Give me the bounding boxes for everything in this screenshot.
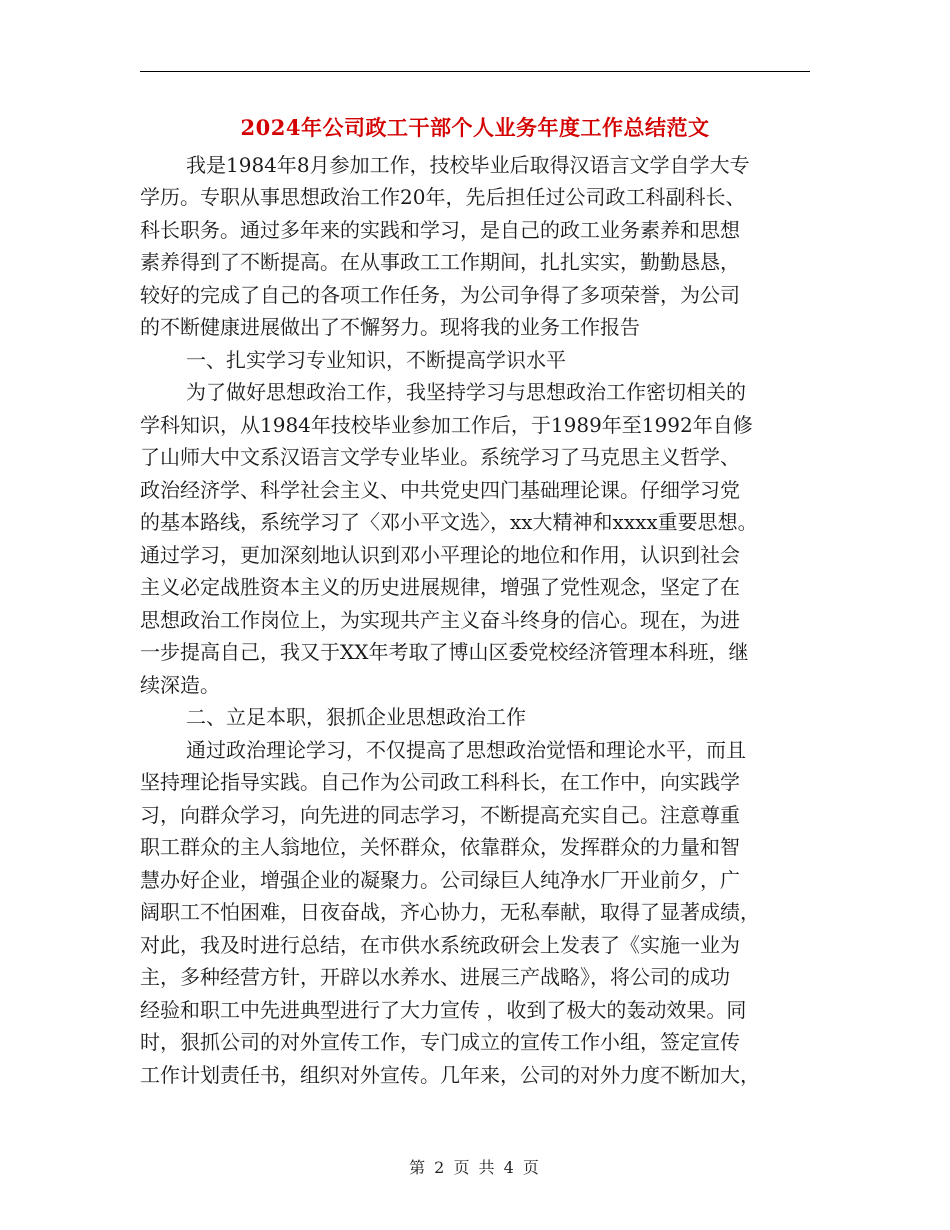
text-line: 坚持理论指导实践。自己作为公司政工科科长，在工作中，向实践学	[140, 770, 740, 794]
text-line: 的不断健康进展做出了不懈努力。现将我的业务工作报告	[140, 315, 640, 339]
text-line: 学历。专职从事思想政治工作20年，先后担任过公司政工科副科长、	[140, 185, 746, 209]
text-line: 慧办好企业，增强企业的凝聚力。公司绿巨人纯净水厂开业前夕，广	[140, 868, 740, 892]
text-line: 工作计划责任书，组织对外宣传。几年来，公司的对外力度不断加大，	[140, 1063, 760, 1087]
text-line: 学科知识，从1984年技校毕业参加工作后，于1989年至1992年自修	[140, 413, 753, 437]
text-line: 经验和职工中先进典型进行了大力宣传 ，收到了极大的轰动效果。同	[140, 998, 747, 1022]
text-line: 的基本路线，系统学习了〈邓小平文选〉，xx大精神和xxxx重要思想。	[140, 510, 758, 534]
text-line: 科长职务。通过多年来的实践和学习，是自己的政工业务素养和思想	[140, 218, 740, 242]
header-rule	[140, 71, 810, 72]
text-line: 我是1984年8月参加工作，技校毕业后取得汉语言文学自学大专	[186, 153, 750, 177]
text-line: 通过政治理论学习，不仅提高了思想政治觉悟和理论水平，而且	[186, 738, 746, 762]
text-line: 阔职工不怕困难，日夜奋战，齐心协力，无私奉献，取得了显著成绩，	[140, 900, 760, 924]
text-line: 政治经济学、科学社会主义、中共党史四门基础理论课。仔细学习党	[140, 478, 740, 502]
text-line: 续深造。	[140, 673, 220, 697]
text-line: 了山师大中文系汉语言文学专业毕业。系统学习了马克思主义哲学、	[140, 445, 740, 469]
text-line: 一步提高自己，我又于XX年考取了博山区委党校经济管理本科班，继	[140, 640, 749, 664]
text-line: 职工群众的主人翁地位，关怀群众，依靠群众，发挥群众的力量和智	[140, 835, 740, 859]
text-line: 主义必定战胜资本主义的历史进展规律，增强了党性观念，坚定了在	[140, 575, 740, 599]
page-title: 2024年公司政工干部个人业务年度工作总结范文	[240, 115, 710, 140]
page-footer: 第 2 页 共 4 页	[409, 1158, 541, 1177]
text-line: 为了做好思想政治工作，我坚持学习与思想政治工作密切相关的	[186, 380, 746, 404]
text-line: 主，多种经营方针，开辟以水养水、进展三产战略》，将公司的成功	[140, 965, 730, 989]
text-line: 较好的完成了自己的各项工作任务，为公司争得了多项荣誉，为公司	[140, 283, 740, 307]
text-line: 素养得到了不断提高。在从事政工工作期间，扎扎实实，勤勤恳恳，	[140, 250, 740, 274]
text-line: 习，向群众学习，向先进的同志学习，不断提高充实自己。注意尊重	[140, 803, 740, 827]
section-heading: 一、扎实学习专业知识，不断提高学识水平	[186, 348, 566, 372]
text-line: 时，狠抓公司的对外宣传工作，专门成立的宣传工作小组，签定宣传	[140, 1030, 740, 1054]
text-line: 对此，我及时进行总结，在市供水系统政研会上发表了《实施一业为	[140, 933, 740, 957]
section-heading: 二、立足本职，狠抓企业思想政治工作	[186, 705, 526, 729]
text-line: 通过学习，更加深刻地认识到邓小平理论的地位和作用，认识到社会	[140, 543, 740, 567]
text-line: 思想政治工作岗位上，为实现共产主义奋斗终身的信心。现在，为进	[140, 608, 740, 632]
